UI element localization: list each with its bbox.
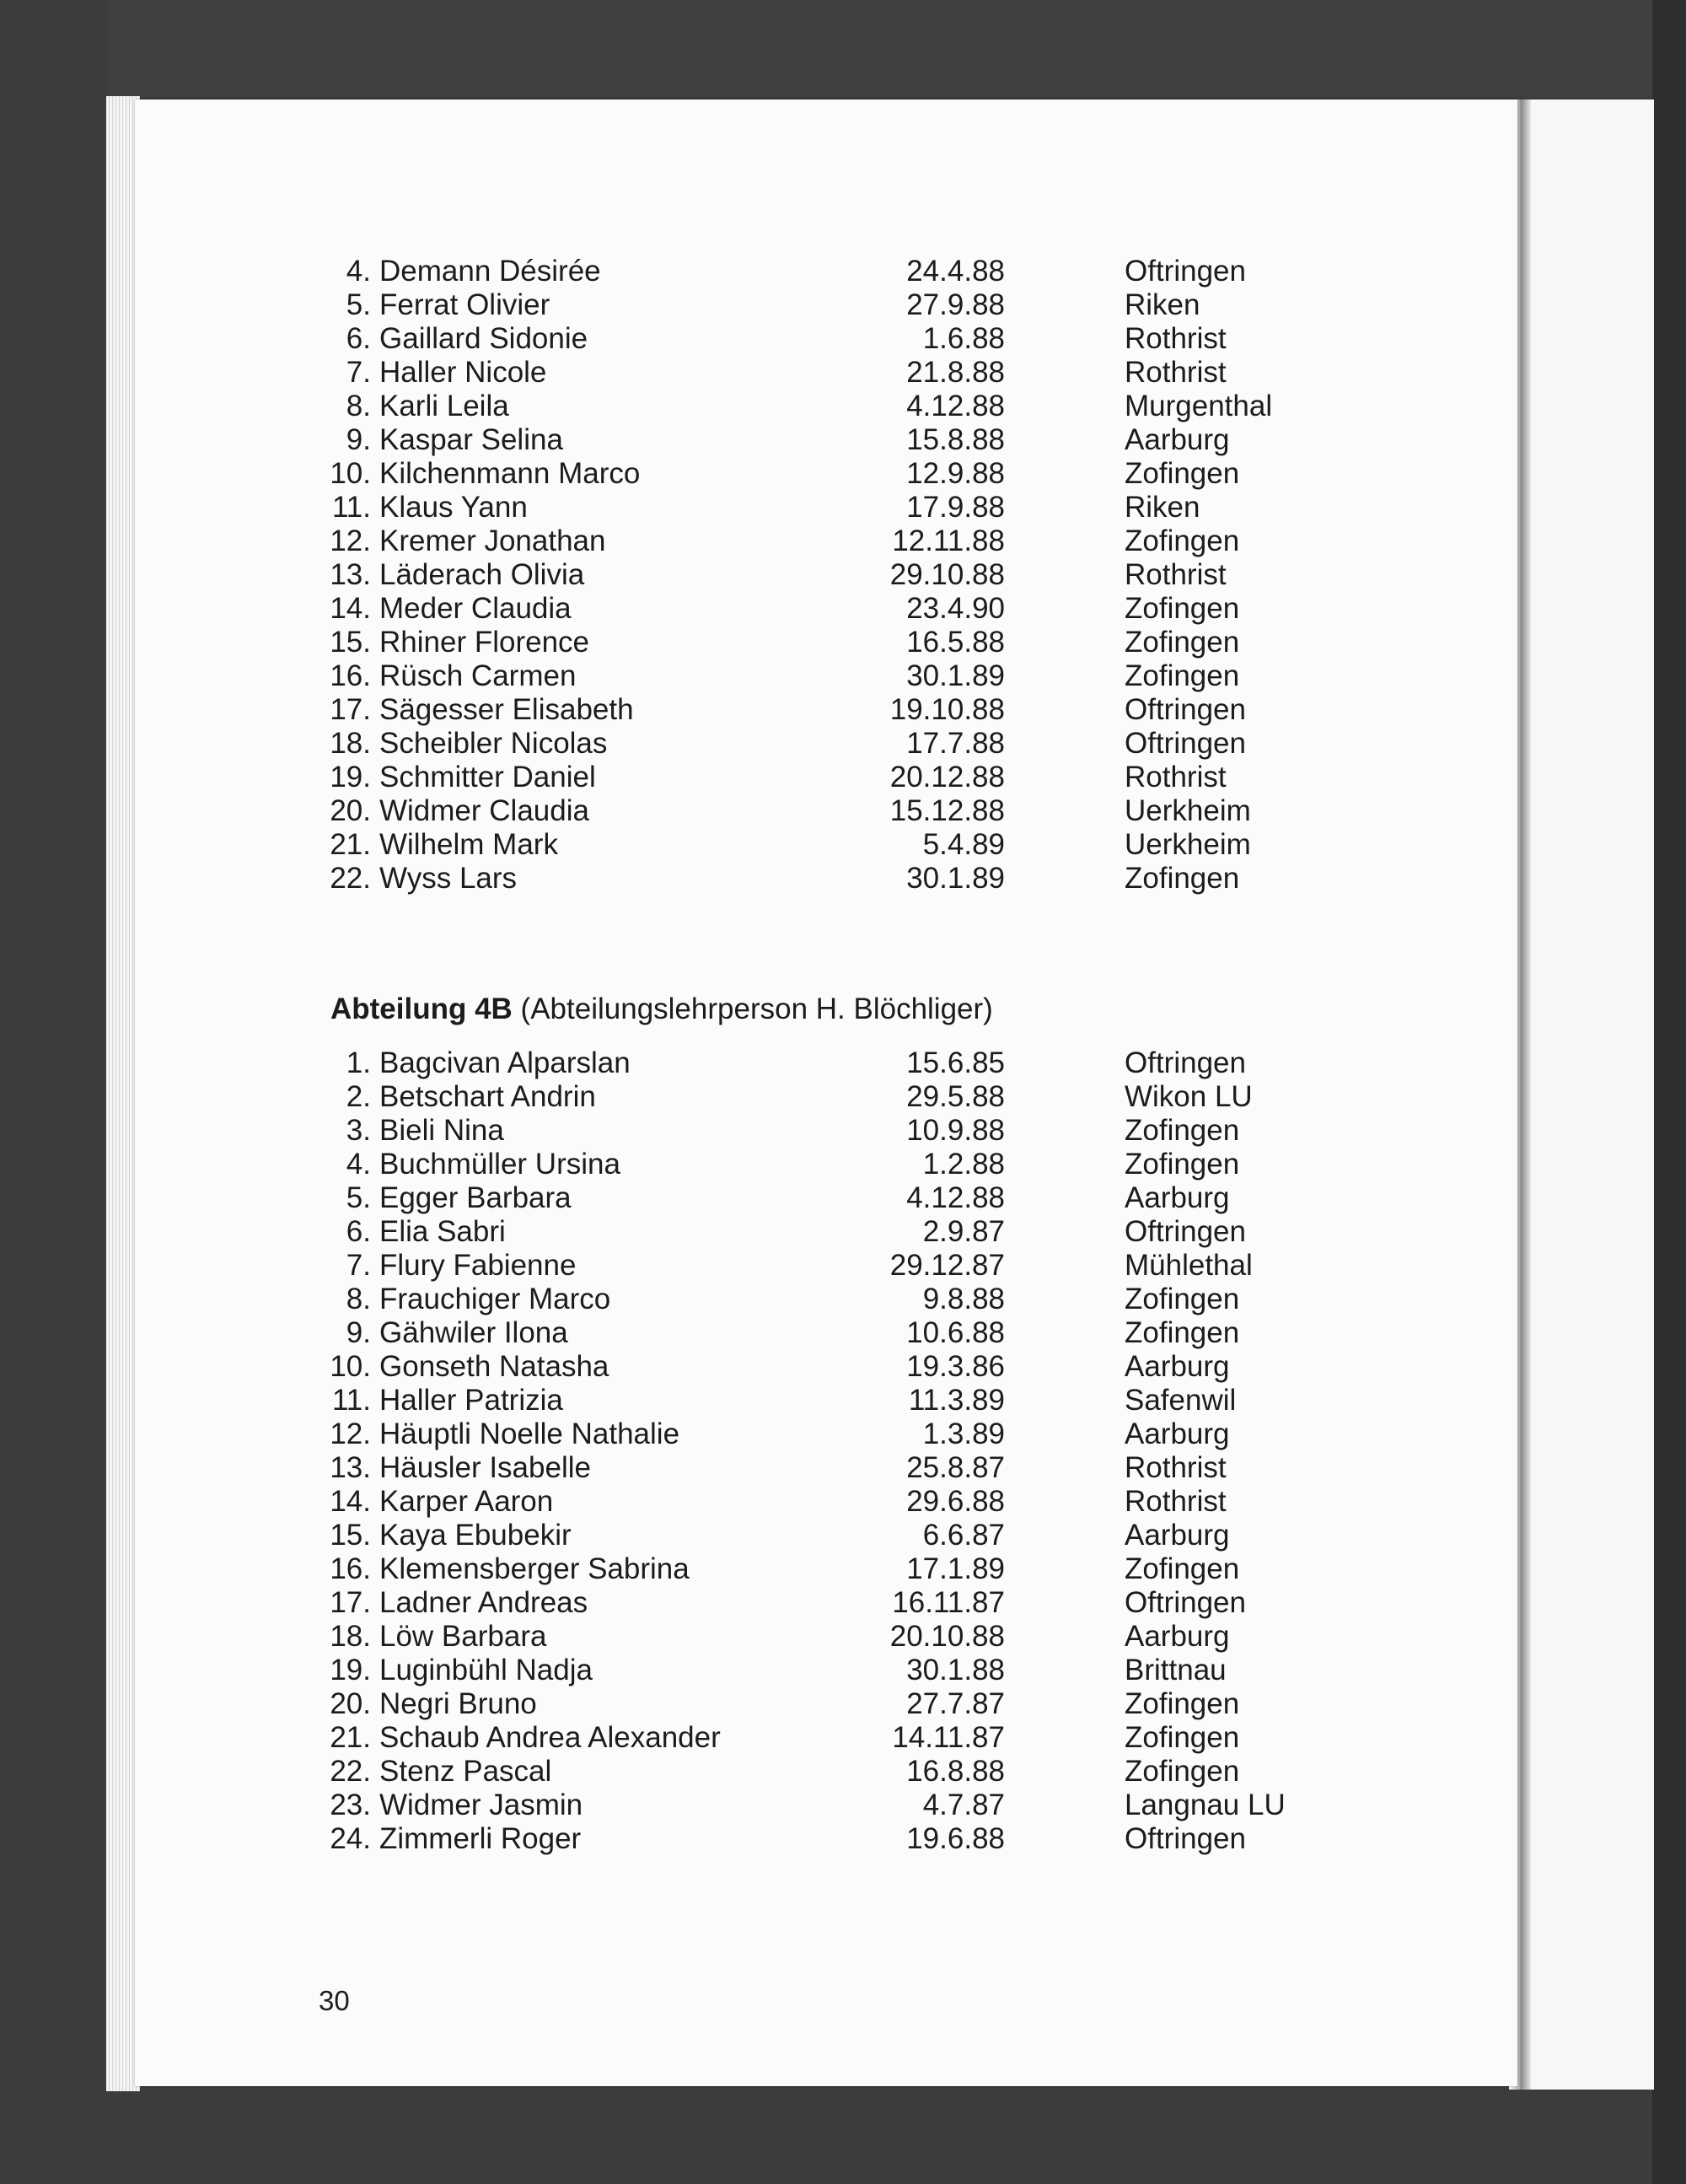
list-item <box>0 356 1686 390</box>
hometown: Zofingen <box>1125 592 1240 625</box>
item-number: 20. <box>330 1687 371 1720</box>
hometown: Aarburg <box>1125 423 1230 456</box>
item-number: 15. <box>330 1519 371 1552</box>
student-name: Meder Claudia <box>379 592 572 625</box>
list-item <box>0 592 1686 626</box>
item-number: 9. <box>346 1316 371 1349</box>
birth-date: 30.1.89 <box>906 659 1005 692</box>
item-number: 7. <box>346 1249 371 1282</box>
list-item <box>0 1822 1686 1856</box>
student-name: Kaya Ebubekir <box>379 1519 572 1552</box>
student-name: Bieli Nina <box>379 1114 504 1147</box>
student-name: Egger Barbara <box>379 1181 572 1214</box>
birth-date: 19.3.86 <box>906 1350 1005 1383</box>
birth-date: 4.7.87 <box>922 1789 1005 1821</box>
item-number: 6. <box>346 1215 371 1248</box>
list-item <box>0 693 1686 727</box>
birth-date: 5.4.89 <box>922 828 1005 861</box>
student-name: Sägesser Elisabeth <box>379 693 634 726</box>
student-name: Gähwiler Ilona <box>379 1316 568 1349</box>
birth-date: 1.6.88 <box>922 322 1005 355</box>
list-item <box>0 1620 1686 1654</box>
list-item <box>0 457 1686 491</box>
item-number: 2. <box>346 1080 371 1113</box>
birth-date: 9.8.88 <box>922 1283 1005 1315</box>
list-item <box>0 1249 1686 1283</box>
hometown: Riken <box>1125 288 1200 321</box>
item-number: 4. <box>346 255 371 288</box>
list-item <box>0 1046 1686 1080</box>
student-name: Gaillard Sidonie <box>379 322 588 355</box>
student-name: Löw Barbara <box>379 1620 547 1653</box>
hometown: Wikon LU <box>1125 1080 1253 1113</box>
student-name: Kilchenmann Marco <box>379 457 641 490</box>
hometown: Zofingen <box>1125 1687 1240 1720</box>
student-name: Klaus Yann <box>379 491 528 524</box>
list-item <box>0 1687 1686 1721</box>
list-item <box>0 1755 1686 1789</box>
item-number: 12. <box>330 524 371 557</box>
student-name: Betschart Andrin <box>379 1080 596 1113</box>
list-item <box>0 288 1686 322</box>
list-item <box>0 1080 1686 1114</box>
student-name: Ladner Andreas <box>379 1586 588 1619</box>
student-name: Rhiner Florence <box>379 626 589 659</box>
list-item <box>0 1384 1686 1417</box>
birth-date: 27.7.87 <box>906 1687 1005 1720</box>
birth-date: 14.11.87 <box>892 1721 1005 1754</box>
birth-date: 11.3.89 <box>908 1384 1005 1417</box>
student-name: Haller Nicole <box>379 356 547 389</box>
student-name: Wyss Lars <box>379 862 518 895</box>
student-name: Kremer Jonathan <box>379 524 606 557</box>
hometown: Rothrist <box>1125 761 1227 793</box>
list-item <box>0 558 1686 592</box>
hometown: Zofingen <box>1125 1755 1240 1788</box>
student-name: Kaspar Selina <box>379 423 563 456</box>
birth-date: 4.12.88 <box>906 390 1005 422</box>
item-number: 1. <box>346 1046 371 1079</box>
hometown: Zofingen <box>1125 1552 1240 1585</box>
student-name: Flury Fabienne <box>379 1249 577 1282</box>
list-item <box>0 1654 1686 1687</box>
list-item <box>0 322 1686 356</box>
item-number: 9. <box>346 423 371 456</box>
birth-date: 29.6.88 <box>906 1485 1005 1518</box>
birth-date: 12.11.88 <box>892 524 1005 557</box>
hometown: Aarburg <box>1125 1519 1230 1552</box>
birth-date: 17.1.89 <box>906 1552 1005 1585</box>
hometown: Rothrist <box>1125 558 1227 591</box>
birth-date: 10.6.88 <box>906 1316 1005 1349</box>
item-number: 22. <box>330 1755 371 1788</box>
hometown: Zofingen <box>1125 1721 1240 1754</box>
item-number: 19. <box>330 761 371 793</box>
birth-date: 29.10.88 <box>889 558 1005 591</box>
student-name: Ferrat Olivier <box>379 288 550 321</box>
birth-date: 10.9.88 <box>906 1114 1005 1147</box>
item-number: 14. <box>330 1485 371 1518</box>
section-title: Abteilung 4B <box>330 992 513 1025</box>
student-name: Negri Bruno <box>379 1687 537 1720</box>
student-name: Gonseth Natasha <box>379 1350 609 1383</box>
student-name: Luginbühl Nadja <box>379 1654 593 1686</box>
item-number: 4. <box>346 1148 371 1181</box>
item-number: 10. <box>330 1350 371 1383</box>
birth-date: 30.1.89 <box>906 862 1005 895</box>
item-number: 18. <box>330 727 371 760</box>
list-item <box>0 1114 1686 1148</box>
birth-date: 1.2.88 <box>922 1148 1005 1181</box>
hometown: Riken <box>1125 491 1200 524</box>
student-name: Haller Patrizia <box>379 1384 563 1417</box>
hometown: Oftringen <box>1125 1215 1246 1248</box>
student-name: Läderach Olivia <box>379 558 585 591</box>
item-number: 5. <box>346 1181 371 1214</box>
list-item <box>0 1148 1686 1181</box>
section-subtitle: (Abteilungslehrperson H. Blöchliger) <box>512 992 993 1025</box>
birth-date: 16.8.88 <box>906 1755 1005 1788</box>
scan-background-top <box>0 0 1686 97</box>
item-number: 20. <box>330 794 371 827</box>
student-name: Widmer Jasmin <box>379 1789 583 1821</box>
birth-date: 29.12.87 <box>889 1249 1005 1282</box>
item-number: 22. <box>330 862 371 895</box>
item-number: 7. <box>346 356 371 389</box>
list-item <box>0 255 1686 288</box>
hometown: Aarburg <box>1125 1181 1230 1214</box>
list-item <box>0 1552 1686 1586</box>
hometown: Zofingen <box>1125 659 1240 692</box>
item-number: 13. <box>330 558 371 591</box>
hometown: Zofingen <box>1125 457 1240 490</box>
list-item <box>0 524 1686 558</box>
list-item <box>0 1417 1686 1451</box>
item-number: 14. <box>330 592 371 625</box>
hometown: Zofingen <box>1125 1283 1240 1315</box>
item-number: 15. <box>330 626 371 659</box>
item-number: 11. <box>331 1384 371 1417</box>
birth-date: 23.4.90 <box>906 592 1005 625</box>
list-item <box>0 828 1686 862</box>
hometown: Rothrist <box>1125 356 1227 389</box>
list-item <box>0 659 1686 693</box>
birth-date: 20.12.88 <box>889 761 1005 793</box>
list-item <box>0 1789 1686 1822</box>
hometown: Safenwil <box>1125 1384 1237 1417</box>
birth-date: 16.5.88 <box>906 626 1005 659</box>
item-number: 21. <box>330 828 371 861</box>
birth-date: 19.10.88 <box>889 693 1005 726</box>
item-number: 17. <box>330 693 371 726</box>
hometown: Zofingen <box>1125 1148 1240 1181</box>
hometown: Langnau LU <box>1125 1789 1286 1821</box>
birth-date: 20.10.88 <box>889 1620 1005 1653</box>
hometown: Oftringen <box>1125 727 1246 760</box>
student-name: Elia Sabri <box>379 1215 506 1248</box>
item-number: 11. <box>331 491 371 524</box>
birth-date: 15.12.88 <box>889 794 1005 827</box>
student-name: Widmer Claudia <box>379 794 589 827</box>
birth-date: 1.3.89 <box>922 1417 1005 1450</box>
hometown: Aarburg <box>1125 1620 1230 1653</box>
list-item <box>0 1316 1686 1350</box>
hometown: Zofingen <box>1125 524 1240 557</box>
list-item <box>0 1181 1686 1215</box>
hometown: Uerkheim <box>1125 828 1251 861</box>
item-number: 19. <box>330 1654 371 1686</box>
list-item <box>0 1485 1686 1519</box>
birth-date: 16.11.87 <box>892 1586 1005 1619</box>
student-name: Klemensberger Sabrina <box>379 1552 690 1585</box>
hometown: Aarburg <box>1125 1350 1230 1383</box>
birth-date: 21.8.88 <box>906 356 1005 389</box>
list-item <box>0 1350 1686 1384</box>
item-number: 5. <box>346 288 371 321</box>
student-list-continued <box>0 255 1686 896</box>
hometown: Zofingen <box>1125 1114 1240 1147</box>
birth-date: 27.9.88 <box>906 288 1005 321</box>
hometown: Zofingen <box>1125 626 1240 659</box>
birth-date: 6.6.87 <box>922 1519 1005 1552</box>
item-number: 6. <box>346 322 371 355</box>
hometown: Oftringen <box>1125 1586 1246 1619</box>
student-name: Häuptli Noelle Nathalie <box>379 1417 680 1450</box>
birth-date: 17.7.88 <box>906 727 1005 760</box>
item-number: 3. <box>346 1114 371 1147</box>
student-name: Demann Désirée <box>379 255 601 288</box>
list-item <box>0 727 1686 761</box>
item-number: 10. <box>330 457 371 490</box>
list-item <box>0 626 1686 659</box>
hometown: Rothrist <box>1125 322 1227 355</box>
birth-date: 17.9.88 <box>906 491 1005 524</box>
student-name: Frauchiger Marco <box>379 1283 611 1315</box>
section-heading <box>330 992 993 1026</box>
hometown: Murgenthal <box>1125 390 1273 422</box>
student-name: Rüsch Carmen <box>379 659 577 692</box>
birth-date: 30.1.88 <box>906 1654 1005 1686</box>
hometown: Aarburg <box>1125 1417 1230 1450</box>
birth-date: 4.12.88 <box>906 1181 1005 1214</box>
student-name: Scheibler Nicolas <box>379 727 608 760</box>
item-number: 12. <box>330 1417 371 1450</box>
item-number: 21. <box>330 1721 371 1754</box>
student-list-4b <box>0 1046 1686 1856</box>
student-name: Stenz Pascal <box>379 1755 552 1788</box>
student-name: Wilhelm Mark <box>379 828 558 861</box>
student-name: Zimmerli Roger <box>379 1822 582 1855</box>
item-number: 16. <box>330 1552 371 1585</box>
student-name: Buchmüller Ursina <box>379 1148 620 1181</box>
student-name: Karli Leila <box>379 390 509 422</box>
birth-date: 29.5.88 <box>906 1080 1005 1113</box>
item-number: 8. <box>346 1283 371 1315</box>
student-name: Häusler Isabelle <box>379 1451 591 1484</box>
birth-date: 2.9.87 <box>922 1215 1005 1248</box>
item-number: 16. <box>330 659 371 692</box>
hometown: Oftringen <box>1125 693 1246 726</box>
list-item <box>0 1519 1686 1552</box>
hometown: Uerkheim <box>1125 794 1251 827</box>
birth-date: 19.6.88 <box>906 1822 1005 1855</box>
item-number: 24. <box>330 1822 371 1855</box>
student-name: Schaub Andrea Alexander <box>379 1721 721 1754</box>
list-item <box>0 761 1686 794</box>
list-item <box>0 423 1686 457</box>
item-number: 17. <box>330 1586 371 1619</box>
list-item <box>0 1215 1686 1249</box>
birth-date: 15.6.85 <box>906 1046 1005 1079</box>
hometown: Rothrist <box>1125 1485 1227 1518</box>
student-name: Karper Aaron <box>379 1485 554 1518</box>
list-item <box>0 390 1686 423</box>
hometown: Brittnau <box>1125 1654 1227 1686</box>
birth-date: 15.8.88 <box>906 423 1005 456</box>
hometown: Mühlethal <box>1125 1249 1253 1282</box>
list-item <box>0 1451 1686 1485</box>
page-number: 30 <box>319 1985 350 2016</box>
list-item <box>0 1721 1686 1755</box>
birth-date: 24.4.88 <box>906 255 1005 288</box>
hometown: Zofingen <box>1125 1316 1240 1349</box>
hometown: Oftringen <box>1125 1822 1246 1855</box>
list-item <box>0 794 1686 828</box>
item-number: 13. <box>330 1451 371 1484</box>
item-number: 23. <box>330 1789 371 1821</box>
student-name: Schmitter Daniel <box>379 761 596 793</box>
birth-date: 25.8.87 <box>906 1451 1005 1484</box>
list-item <box>0 862 1686 896</box>
scan-background-bottom <box>0 2090 1686 2184</box>
list-item <box>0 1283 1686 1316</box>
hometown: Rothrist <box>1125 1451 1227 1484</box>
item-number: 8. <box>346 390 371 422</box>
list-item <box>0 491 1686 524</box>
hometown: Zofingen <box>1125 862 1240 895</box>
hometown: Oftringen <box>1125 1046 1246 1079</box>
list-item <box>0 1586 1686 1620</box>
birth-date: 12.9.88 <box>906 457 1005 490</box>
student-name: Bagcivan Alparslan <box>379 1046 631 1079</box>
hometown: Oftringen <box>1125 255 1246 288</box>
item-number: 18. <box>330 1620 371 1653</box>
